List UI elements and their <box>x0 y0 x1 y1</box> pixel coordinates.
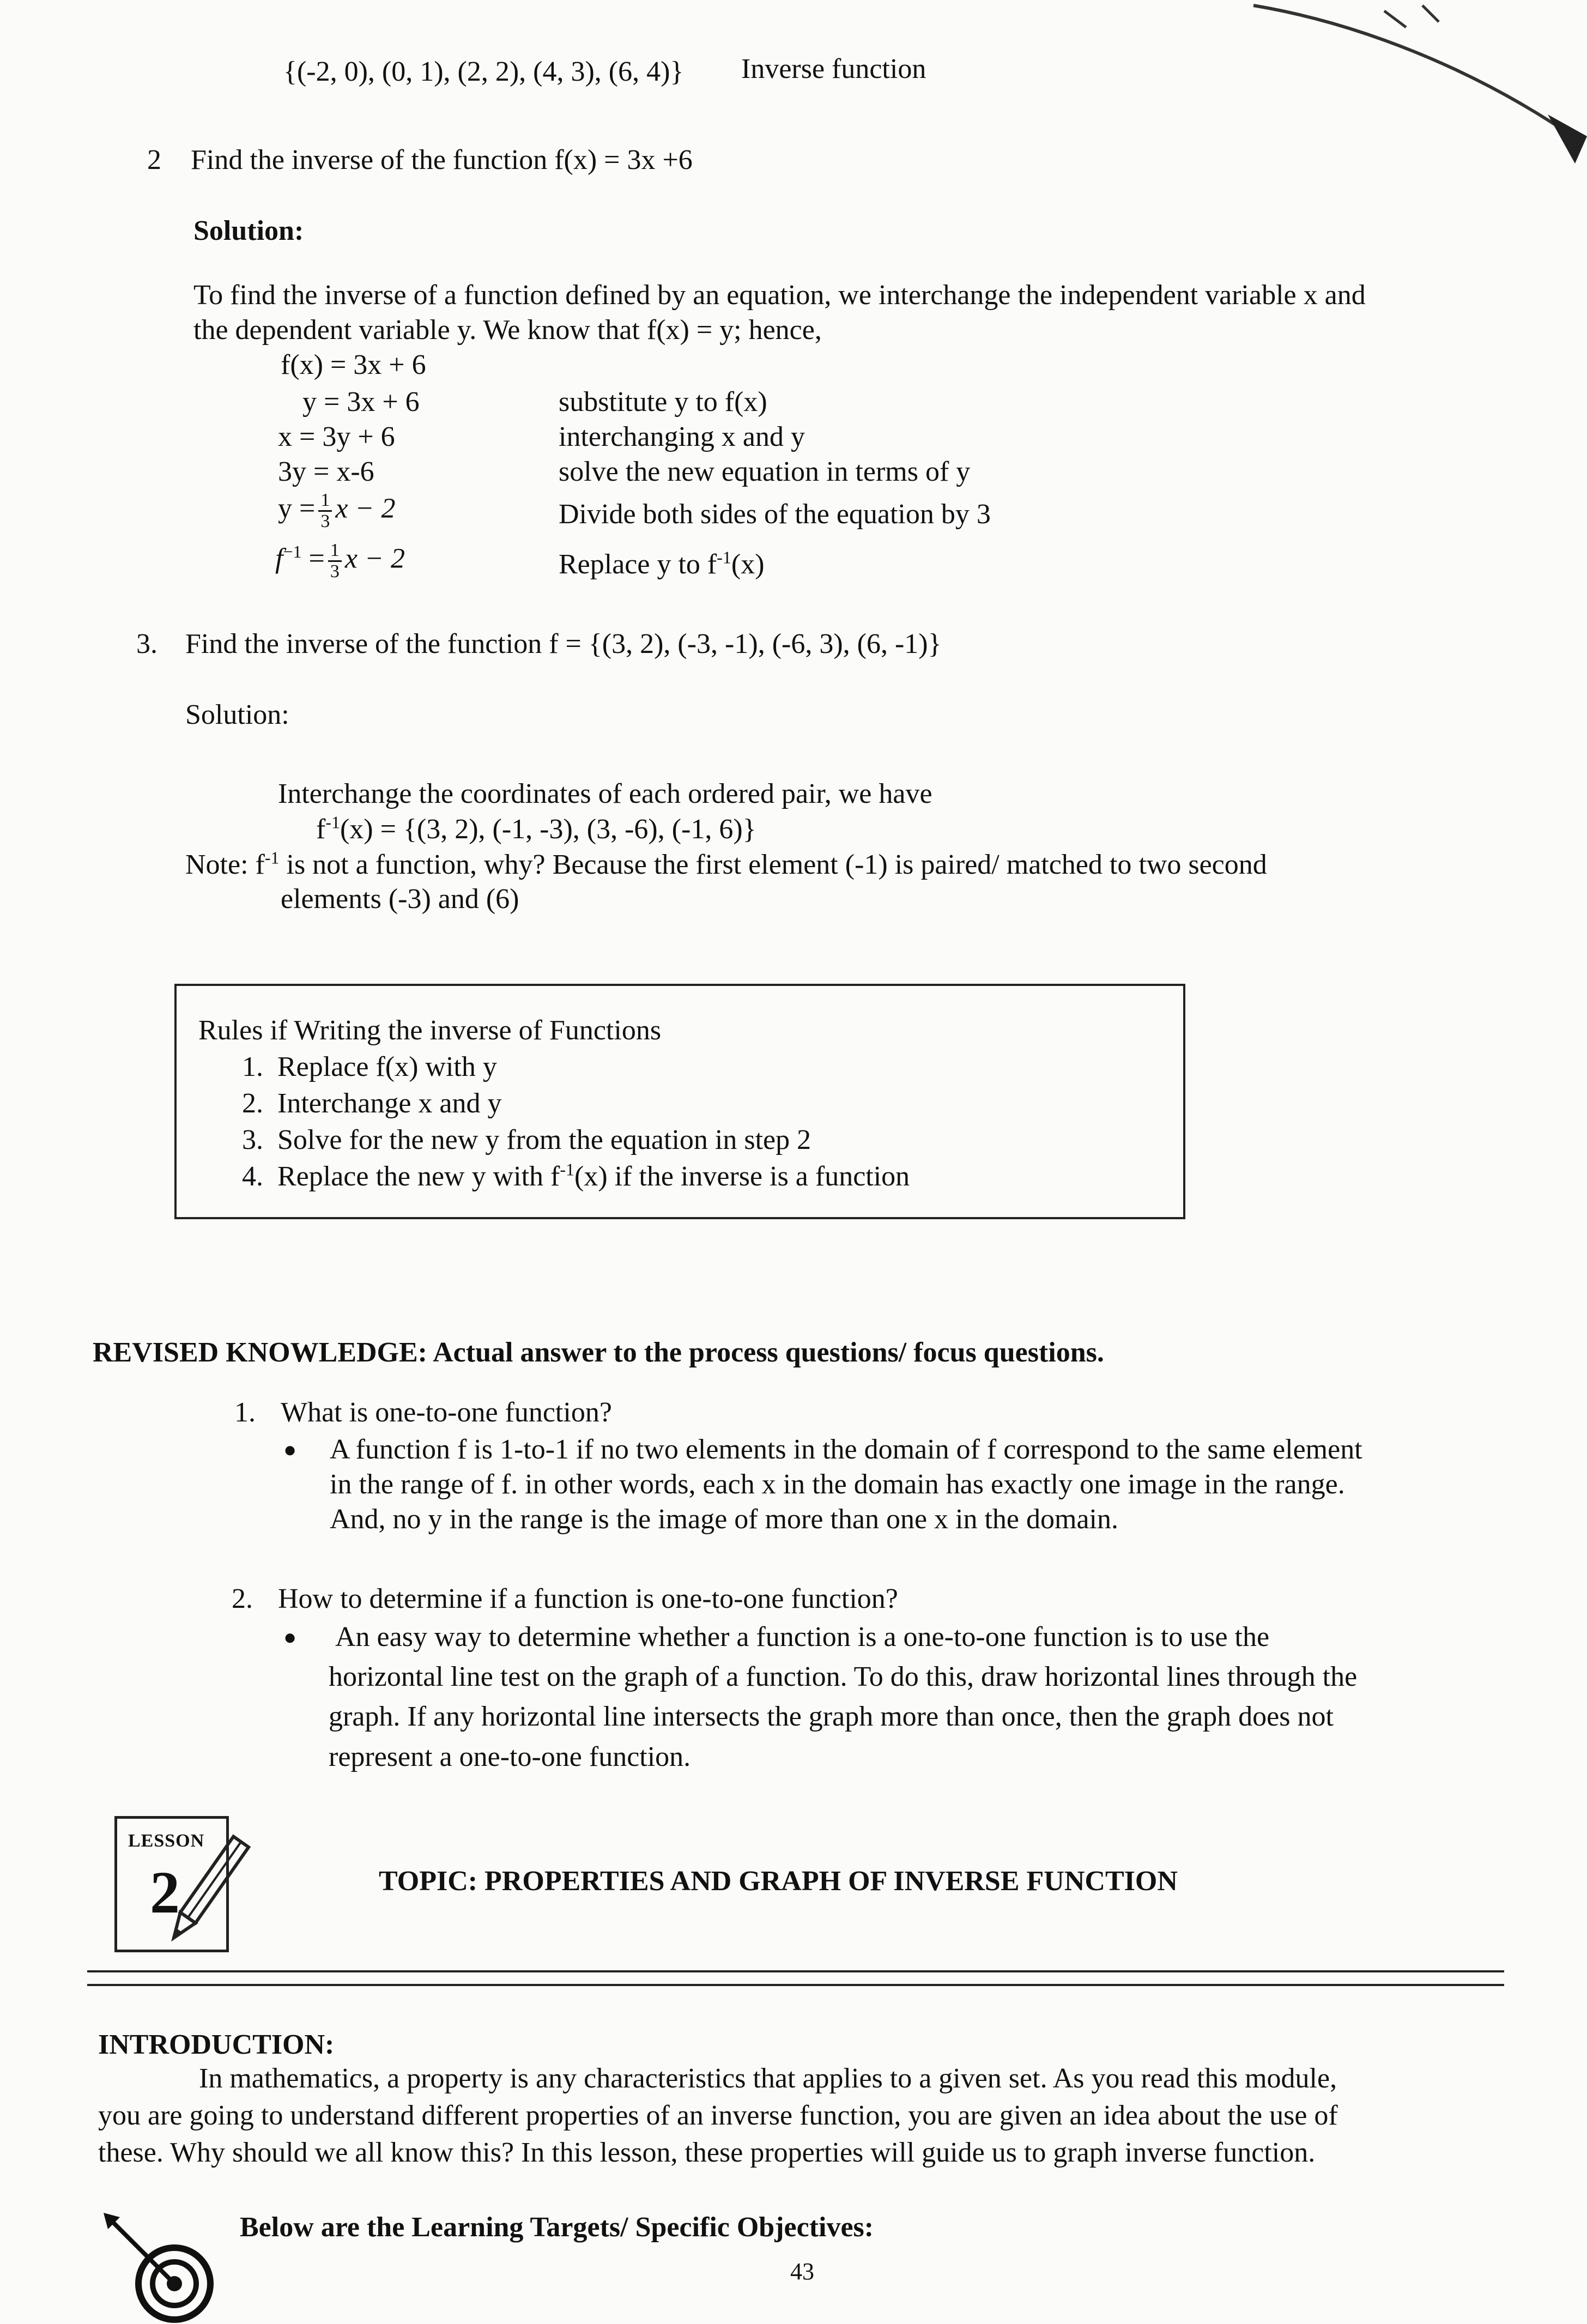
fraction-one-third: $\frac{1}{3}$ <box>318 491 332 531</box>
q2-number: 2. <box>232 1583 253 1614</box>
problem2-intro-line2: the dependent variable y. We know that f(x) = y; hence, <box>193 314 822 346</box>
rule-2: 2. Interchange x and y <box>242 1088 502 1119</box>
q2-question: How to determine if a function is one-to-one function? <box>278 1583 898 1614</box>
problem3-inverse-set: $f^{-1}(x) = \{(3$, 2), (-1, -3), (3, -6), (-1, 6)} <box>316 812 756 845</box>
problem3-solution-label: Solution: <box>185 699 289 730</box>
step2-equation: x = 3y + 6 <box>278 421 395 452</box>
step0-equation: f(x) = 3x + 6 <box>281 349 426 380</box>
rule-4: 4. Replace the new y with $f^{-1}(x)$ if the inverse is a function <box>242 1159 910 1192</box>
lesson-number: 2 <box>150 1859 180 1926</box>
problem2-intro-line1: To find the inverse of a function defined by an equation, we interchange the independent variable x and <box>193 280 1366 311</box>
step3-equation: 3y = x-6 <box>278 456 374 487</box>
inverse-set: {(-2, 0), (0, 1), (2, 2), (4, 3), (6, 4)} <box>283 56 684 87</box>
lesson-label: LESSON <box>128 1831 205 1851</box>
introduction-line2: you are going to understand different properties of an inverse function, you are given an idea about the use of <box>98 2100 1338 2131</box>
rule-1: 1. Replace f(x) with y <box>242 1051 497 1082</box>
divider-bottom <box>87 1984 1504 1986</box>
step4-equation: y = $\frac{1}{3}$ x − 2 <box>278 490 396 531</box>
problem3-line1: Interchange the coordinates of each ordered pair, we have <box>278 778 932 809</box>
bullet-icon: ● <box>283 1437 297 1462</box>
q2-answer-line4: represent a one-to-one function. <box>329 1741 691 1772</box>
problem2-statement: Find the inverse of the function f(x) = 3x +6 <box>191 144 693 175</box>
step2-note: interchanging x and y <box>559 421 805 452</box>
learning-targets-label: Below are the Learning Targets/ Specific Objectives: <box>240 2212 874 2243</box>
problem3-note: Note: $f^{-1}$ is not a function, why? Because the first element (-1) is paired/ matched to two second <box>185 848 1267 880</box>
rules-title: Rules if Writing the inverse of Functions <box>198 1015 662 1046</box>
problem2-expr: 3x +6 <box>627 144 693 175</box>
q1-answer-line1: A function f is 1-to-1 if no two elements in the domain of f correspond to the same element <box>330 1434 1362 1465</box>
step5-note: Replace y to $f^{-1}(x)$ <box>559 547 765 580</box>
problem3-statement: Find the inverse of the function f = {(3, 2), (-3, -1), (-6, 3), (6, -1)} <box>185 628 942 659</box>
problem2-number: 2 <box>147 144 161 175</box>
fraction-one-third-2: $\frac{1}{3}$ <box>328 541 342 582</box>
q1-answer-line2: in the range of f. in other words, each x in the domain has exactly one image in the range. <box>330 1469 1345 1500</box>
step5-equation: $f^{-1}$ = $\frac{1}{3}$ x − 2 <box>275 540 405 582</box>
q2-answer-line2: horizontal line test on the graph of a function. To do this, draw horizontal lines through the <box>329 1661 1358 1692</box>
step1-equation: y = 3x + 6 <box>302 386 420 417</box>
divider-top <box>87 1970 1504 1972</box>
introduction-line1: In mathematics, a property is any characteristics that applies to a given set. As you read this module, <box>199 2063 1337 2094</box>
problem3-number: 3. <box>136 628 158 659</box>
step4-note: Divide both sides of the equation by 3 <box>559 499 991 530</box>
step1-note: substitute y to f(x) <box>559 386 767 417</box>
introduction-line3: these. Why should we all know this? In this lesson, these properties will guide us to graph inverse function. <box>98 2137 1316 2168</box>
bullet-icon: ● <box>283 1625 297 1649</box>
problem2-solution-label: Solution: <box>193 215 304 246</box>
q2-answer-line3: graph. If any horizontal line intersects the graph more than once, then the graph does not <box>329 1701 1334 1732</box>
q1-number: 1. <box>234 1397 256 1428</box>
q1-question: What is one-to-one function? <box>281 1397 612 1428</box>
revised-heading: REVISED KNOWLEDGE: Actual answer to the process questions/ focus questions. <box>93 1337 1104 1368</box>
rules-box <box>174 984 1185 1219</box>
introduction-heading: INTRODUCTION: <box>98 2029 335 2060</box>
pencil-icon <box>163 1826 251 1957</box>
q2-answer-line1: An easy way to determine whether a function is a one-to-one function is to use the <box>335 1621 1270 1653</box>
page-number: 43 <box>790 2258 814 2285</box>
lesson-topic: TOPIC: PROPERTIES AND GRAPH OF INVERSE FUNCTION <box>379 1866 1178 1897</box>
rule-3: 3. Solve for the new y from the equation in step 2 <box>242 1124 811 1155</box>
problem3-note-line2: elements (-3) and (6) <box>281 883 519 915</box>
q1-answer-line3: And, no y in the range is the image of more than one x in the domain. <box>330 1504 1118 1535</box>
inverse-label: Inverse function <box>741 53 926 84</box>
target-icon <box>93 2202 218 2324</box>
step3-note: solve the new equation in terms of y <box>559 456 971 487</box>
corner-scribble-icon <box>1243 0 1587 174</box>
